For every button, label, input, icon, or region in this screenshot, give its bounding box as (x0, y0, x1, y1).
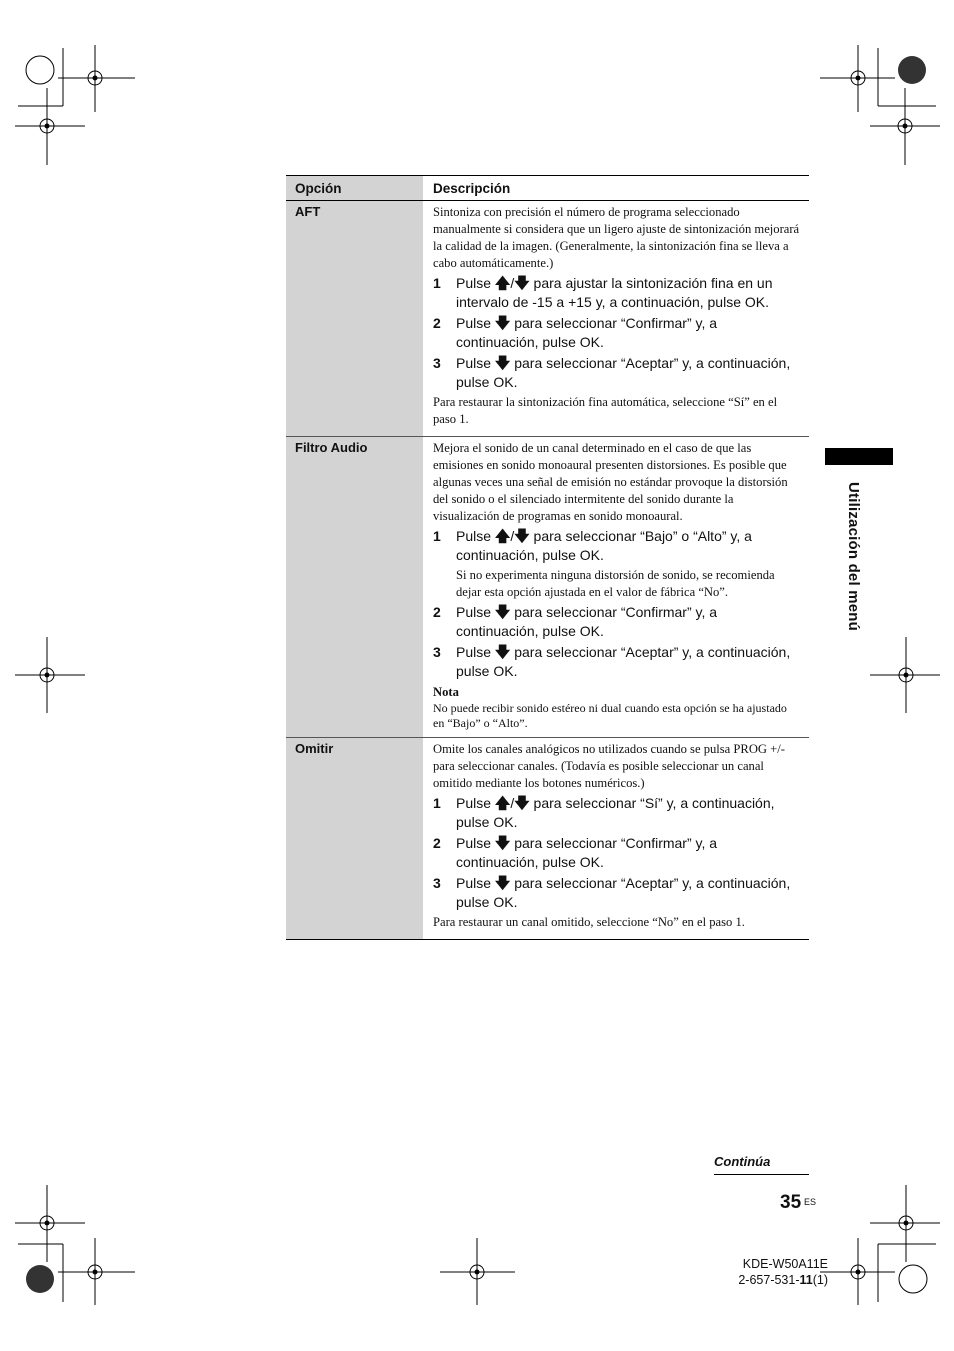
step-subnote: Si no experimenta ninguna distorsión de sonido, se recomienda dejar esta opción ajustada en el valor de fábrica “No”. (456, 568, 775, 599)
step: 3 Pulse 🡇 para seleccionar “Aceptar” y, a continuación, pulse OK. (433, 355, 791, 390)
step: 3 Pulse 🡇 para seleccionar “Aceptar” y, a continuación, pulse OK. (433, 644, 791, 679)
arrow-down-icon: 🡇 (494, 315, 511, 332)
options-table (286, 175, 809, 940)
arrow-down-icon: 🡇 (494, 835, 511, 852)
page-number: 35 (780, 1192, 802, 1213)
table-row (286, 437, 809, 738)
option-name: Omitir (286, 738, 423, 940)
step: 1 Pulse 🡅/🡇 para seleccionar “Bajo” o “Alto” y, a continuación, pulse OK. (433, 528, 752, 563)
option-description (423, 201, 809, 437)
step: 2 Pulse 🡇 para seleccionar “Confirmar” y, a continuación, pulse OK. (433, 315, 718, 350)
note-text: No puede recibir sonido estéreo ni dual cuando esta opción se ha ajustado en “Bajo” o “Alto”. (433, 701, 787, 730)
outro-text: Para restaurar la sintonización fina automática, seleccione “Sí” en el paso 1. (433, 395, 778, 426)
note-title: Nota (433, 685, 459, 699)
divider (714, 1174, 809, 1175)
arrow-down-icon: 🡇 (494, 875, 511, 892)
section-tab-label: Utilización del menú (845, 482, 862, 632)
arrow-down-icon: 🡇 (494, 355, 511, 372)
step: 2 Pulse 🡇 para seleccionar “Confirmar” y, a continuación, pulse OK. (433, 604, 718, 639)
intro-text: Omite los canales analógicos no utilizados cuando se pulsa PROG +/- para seleccionar canales. (Todavía es posible seleccionar un canal omitido mediante los botones numéricos.) (433, 742, 785, 790)
model-number: KDE-W50A11E (742, 1257, 828, 1271)
intro-text: Sintoniza con precisión el número de programa seleccionado manualmente si considera que un ligero ajuste de sintonización mejorará la calidad de la imagen. (Generalmente, la sintonización fina se lleva a cabo automáticamente.) (433, 205, 800, 270)
option-description (423, 437, 809, 738)
option-name: AFT (286, 201, 423, 437)
header-description: Descripción (423, 176, 809, 201)
document-code: 2-657-531-11(1) (738, 1273, 828, 1287)
arrow-down-icon: 🡇 (494, 604, 511, 621)
step: 1 Pulse 🡅/🡇 para ajustar la sintonización fina en un intervalo de -15 a +15 y, a continuación, pulse OK. (433, 275, 773, 310)
option-description (423, 738, 809, 940)
intro-text: Mejora el sonido de un canal determinado en el caso de que las emisiones en sonido monoaural presenten distorsiones. Es posible que algunas veces una señal de emisión no estándar provoque la distorsión del sonido o el silenciado intermitente del sonido durante la visualización de programas en sonido monoaural. (433, 441, 788, 523)
outro-text: Para restaurar un canal omitido, seleccione “No” en el paso 1. (433, 915, 745, 929)
header-option: Opción (286, 176, 423, 201)
table-row (286, 201, 809, 437)
arrow-down-icon: 🡇 (514, 795, 530, 812)
table-row (286, 738, 809, 940)
step: 1 Pulse 🡅/🡇 para seleccionar “Sí” y, a continuación, pulse OK. (433, 795, 775, 830)
table-header-row (286, 176, 809, 201)
arrow-up-icon: 🡅 (494, 795, 511, 812)
step: 3 Pulse 🡇 para seleccionar “Aceptar” y, a continuación, pulse OK. (433, 875, 791, 910)
arrow-up-icon: 🡅 (494, 275, 511, 292)
section-tab-bar (825, 448, 893, 465)
arrow-down-icon: 🡇 (514, 528, 530, 545)
arrow-up-icon: 🡅 (494, 528, 511, 545)
step: 2 Pulse 🡇 para seleccionar “Confirmar” y, a continuación, pulse OK. (433, 835, 718, 870)
arrow-down-icon: 🡇 (514, 275, 530, 292)
continued-label: Continúa (714, 1154, 771, 1169)
page-language: ES (804, 1197, 817, 1207)
option-name: Filtro Audio (286, 437, 423, 738)
arrow-down-icon: 🡇 (494, 644, 511, 661)
